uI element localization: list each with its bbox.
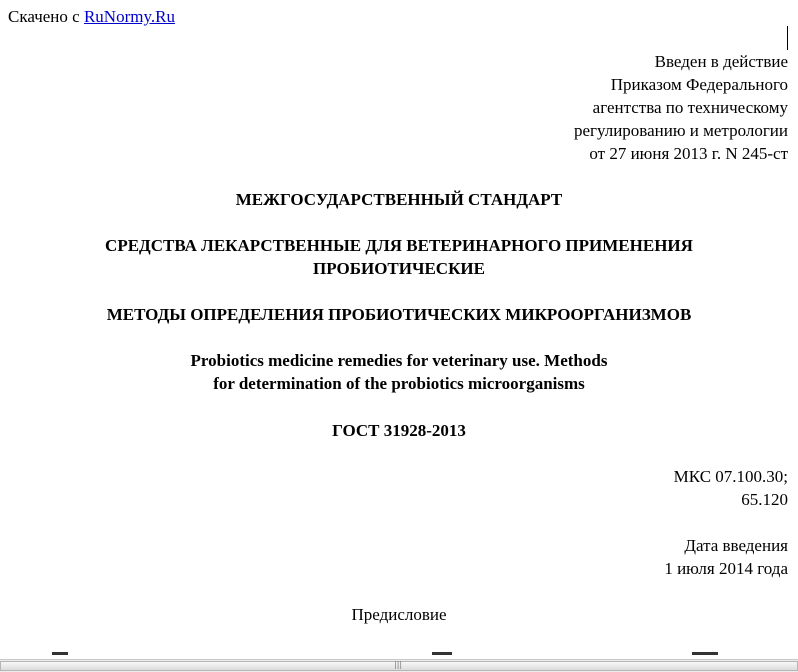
gost-number: ГОСТ 31928-2013 xyxy=(332,421,466,440)
title-line: ПРОБИОТИЧЕСКИЕ xyxy=(313,259,485,278)
enactment-block xyxy=(574,50,788,165)
date-line: Дата введения xyxy=(684,536,788,555)
date-line: 1 июля 2014 года xyxy=(664,559,788,578)
english-title-line: Probiotics medicine remedies for veterinary use. Methods xyxy=(190,351,608,370)
download-source-line xyxy=(8,5,175,28)
document-subtitle: МЕТОДЫ ОПРЕДЕЛЕНИЯ ПРОБИОТИЧЕСКИХ МИКРООРГАНИЗМОВ xyxy=(106,305,692,324)
grip-icon: ||| xyxy=(394,660,403,669)
introduction-date-block xyxy=(664,534,788,580)
clipped-text-line xyxy=(52,646,732,659)
foreword-heading: Предисловие xyxy=(351,605,447,624)
document-title xyxy=(0,234,798,280)
interstate-standard-heading: МЕЖГОСУДАРСТВЕННЫЙ СТАНДАРТ xyxy=(235,190,563,209)
mks-line: МКС 07.100.30; xyxy=(673,467,788,486)
enactment-line: Приказом Федерального xyxy=(610,75,788,94)
enactment-line: регулированию и метрологии xyxy=(573,121,788,140)
text-cursor xyxy=(787,26,788,50)
enactment-line: Введен в действие xyxy=(654,52,788,71)
horizontal-scrollbar[interactable] xyxy=(0,659,798,672)
title-line: СРЕДСТВА ЛЕКАРСТВЕННЫЕ ДЛЯ ВЕТЕРИНАРНОГО ПРИМЕНЕНИЯ xyxy=(105,236,693,255)
runormy-link[interactable]: RuNormy.Ru xyxy=(83,7,175,26)
english-title-line: for determination of the probiotics microorganisms xyxy=(213,374,585,393)
english-title xyxy=(0,349,798,395)
enactment-line: агентства по техническому xyxy=(592,98,788,117)
source-prefix: Скачено с xyxy=(8,7,80,26)
enactment-line: от 27 июня 2013 г. N 245-ст xyxy=(589,144,788,163)
mks-code-block xyxy=(674,465,788,511)
mks-line: 65.120 xyxy=(741,490,788,509)
